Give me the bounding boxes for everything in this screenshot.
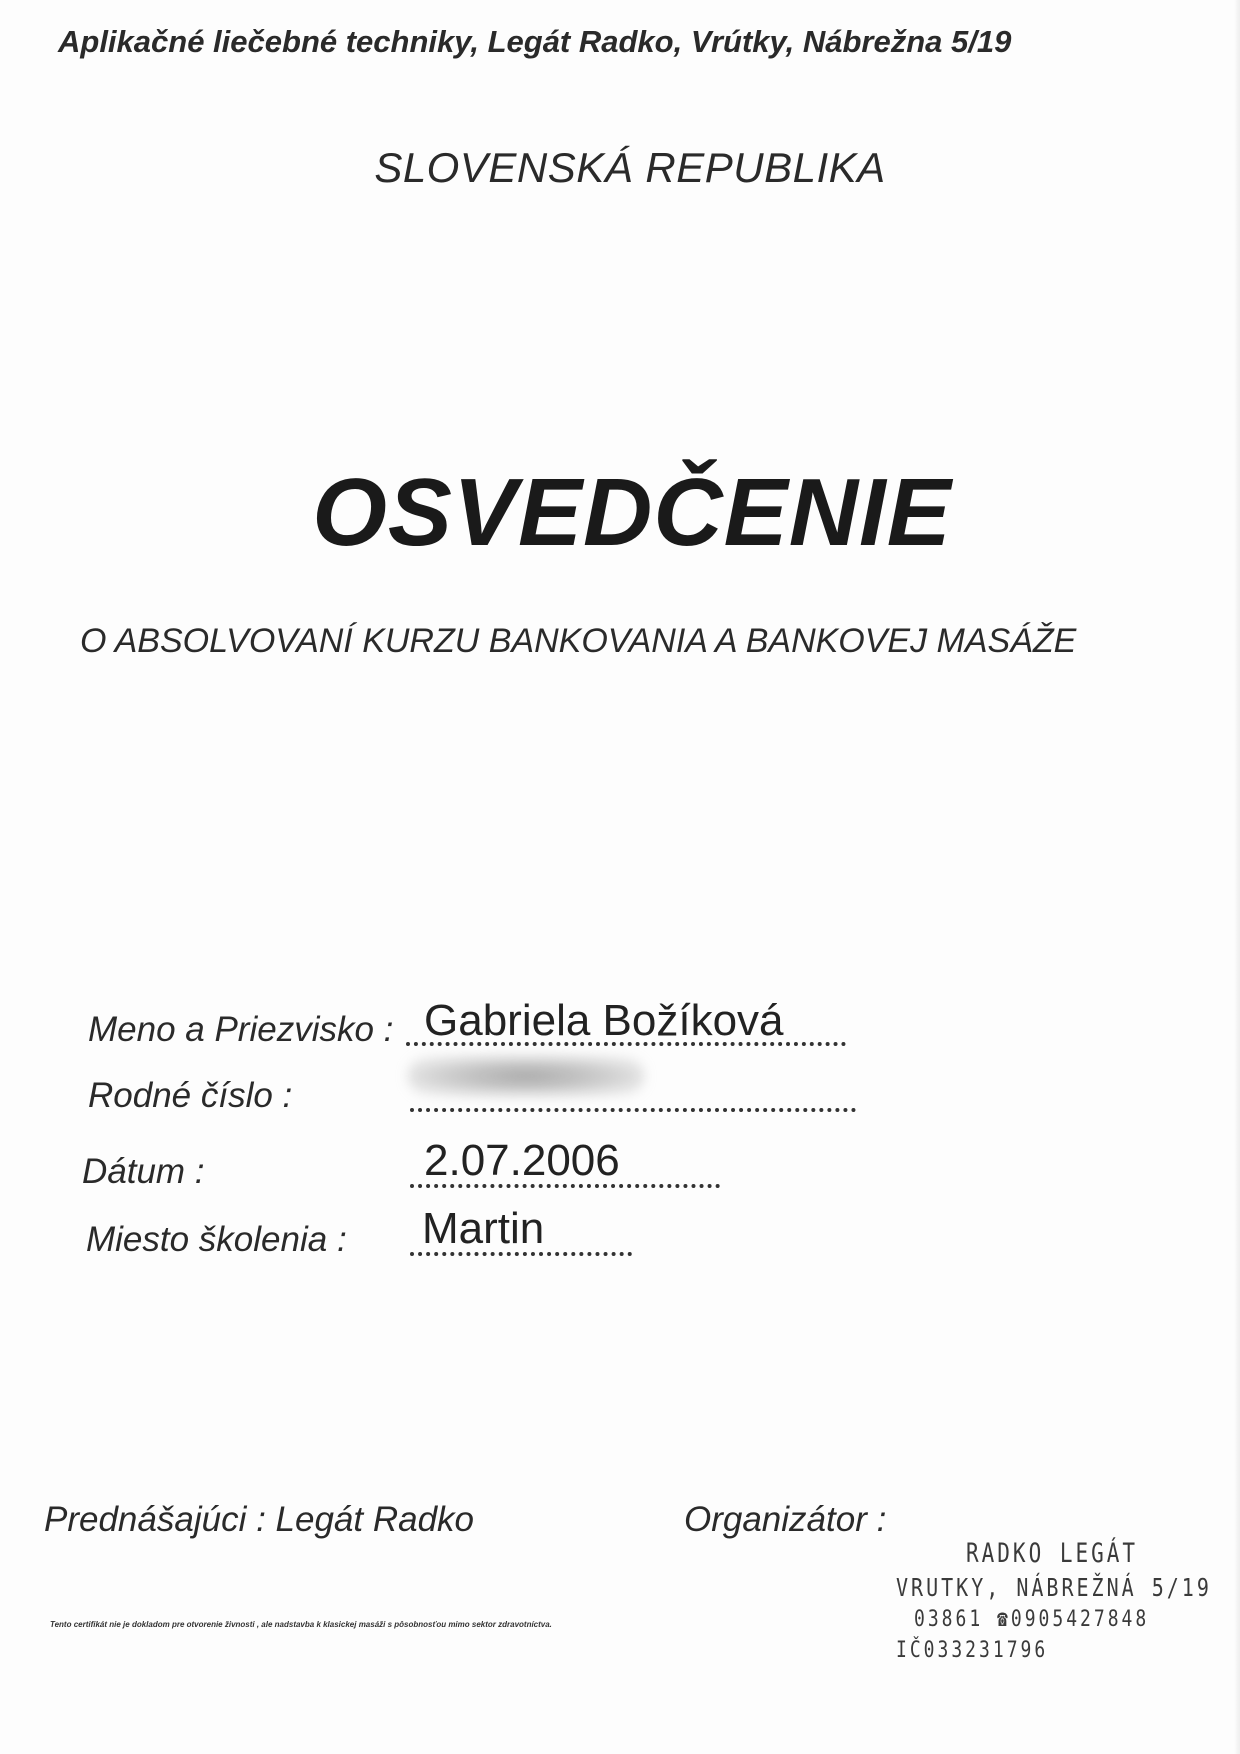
- disclaimer-note: Tento certifikát nie je dokladom pre otvorenie živnosti , ale nadstavba k klasickej masáži s pôsobnosťou mimo sektor zdravotníctva.: [50, 1620, 552, 1629]
- birth-number-dotted-line: [410, 1108, 856, 1112]
- place-value: Martin: [422, 1204, 545, 1253]
- certificate-title: OSVEDČENIE: [312, 459, 952, 566]
- stamp-line-address: VRUTKY, NÁBREŽNÁ 5/19: [896, 1572, 1212, 1602]
- country-heading: SLOVENSKÁ REPUBLIKA: [374, 144, 886, 191]
- certificate-subtitle: O ABSOLVOVANÍ KURZU BANKOVANIA A BANKOVEJ MASÁŽE: [80, 622, 1077, 660]
- lecturer-line: Prednášajúci : Legát Radko: [44, 1500, 474, 1539]
- redacted-birth-number: [408, 1056, 644, 1096]
- birth-number-label: Rodné číslo :: [88, 1076, 293, 1115]
- date-label: Dátum :: [82, 1152, 205, 1191]
- organizer-label: Organizátor :: [684, 1500, 887, 1539]
- name-label: Meno a Priezvisko :: [88, 1010, 394, 1049]
- page-edge-shadow: [1234, 0, 1240, 1754]
- place-label: Miesto školenia :: [86, 1220, 347, 1259]
- organizer-stamp: [896, 1538, 1212, 1664]
- stamp-line-name: RADKO LEGÁT: [966, 1538, 1139, 1568]
- stamp-line-ico: IČ033231796: [896, 1637, 1049, 1664]
- issuer-header: Aplikačné liečebné techniky, Legát Radko, Vrútky, Nábrežna 5/19: [58, 24, 1012, 59]
- date-value: 2.07.2006: [424, 1136, 620, 1185]
- stamp-line-postcode-phone: 03861 ☎0905427848: [914, 1606, 1150, 1633]
- name-value: Gabriela Božíková: [424, 996, 784, 1045]
